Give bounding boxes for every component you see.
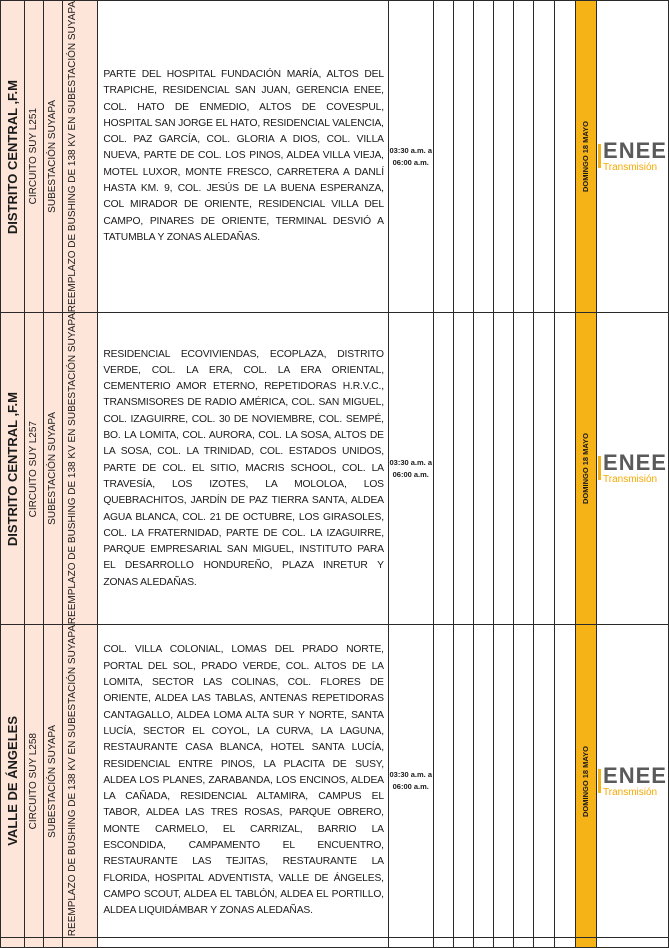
work-cell [62, 1, 98, 313]
empty-cell [453, 1, 473, 313]
empty-cell [555, 313, 576, 625]
empty-cell [388, 937, 433, 947]
table-row [1, 625, 669, 937]
department-cell [1, 1, 25, 313]
department-label: DISTRITO CENTRAL ,F.M [4, 391, 20, 546]
circuit-cell [25, 625, 44, 937]
time-start: 03:30 a.m. a [389, 770, 433, 779]
empty-cell [513, 1, 534, 313]
empty-cell [473, 1, 493, 313]
empty-cell [534, 625, 555, 937]
work-cell [62, 625, 98, 937]
empty-cell [555, 1, 576, 313]
empty-cell [1, 937, 25, 947]
circuit-label: CIRCUITO SUY L251 [28, 108, 40, 205]
affected-areas: PARTE DEL HOSPITAL FUNDACIÓN MARÍA, ALTOS DEL TRAPICHE, RESIDENCIAL SAN JUAN, GERENCIA ENEE, COL. HATO DE ENMEDIO, ALTOS DE COVESPUL, HOSPITAL SAN JORGE EL HATO, RESIDENCIAL VALENCIA, COL. PAZ GARCÍA, COL. GLORIA A DIOS, COL. VILLA NUEVA, PARTE DE COL. LOS PINOS, ALDEA VILLA VIEJA, MOTEL LUXOR, MONTE FRESCO, CARRETERA A DANLÍ HASTA KM. 9, COL. JESÚS DE LA BUENA ESPERANZA, COL MIRADOR DE ORIENTE, RESIDENCIAL VILLA DEL CAMPO, PINARES DE ORIENTE, TERMINAL DESVIÓ A TATUMBLA Y ZONAS ALEDAÑAS. [98, 1, 389, 313]
affected-areas: COL. VILLA COLONIAL, LOMAS DEL PRADO NORTE, PORTAL DEL SOL, PRADO VERDE, COL. ALTOS DE LA LOMITA, SECTOR LAS COLINAS, COL. FLORES DE ORIENTE, ALDEA LAS TABLAS, ANTENAS REPETIDORAS CANTAGALLO, ALDEA LOMA ALTA SUR Y NORTE, SANTA LUCÍA, SECTOR EL COYOL, LA CURVA, LA LAGUNA, RESTAURANTE CASA BLANCA, HOTEL SANTA LUCÍA, RESIDENCIAL ENTRE PINOS, LA PLACITA DE SUSY, ALDEA LOS PLANES, ZARABANDA, LOS ENCINOS, ALDEA LA CAÑADA, RESIDENCIAL ALTAMIRA, CAMPUS EL TABOR, ALDEA LAS TRES ROSAS, PARQUE OBRERO, MONTE CARMELO, EL CARRIZAL, BARRIO LA ESCONDIDA, CAMPAMENTO EL ENCUENTRO, RESTAURANTE LAS TEJITAS, RESTAURANTE LA FLORIDA, HOSPITAL ADVENTISTA, VALLE DE ÁNGELES, CAMPO SCOUT, ALDEA EL TABLÓN, ALDEA EL PORTILLO, ALDEA LIQUIDÁMBAR Y ZONAS ALEDAÑAS. [98, 625, 389, 937]
circuit-label: CIRCUITO SUY L258 [28, 732, 40, 830]
substation-cell [44, 313, 63, 625]
empty-cell [98, 937, 389, 947]
empty-cell [513, 937, 534, 947]
time-end: 06:00 a.m. [392, 469, 429, 479]
empty-cell [44, 937, 63, 947]
table-row-partial [1, 937, 669, 947]
empty-cell [473, 625, 493, 937]
affected-areas: RESIDENCIAL ECOVIVIENDAS, ECOPLAZA, DISTRITO VERDE, COL. LA ERA, COL. LA ERA ORIENTAL, CEMENTERIO AMOR ETERNO, REPETIDORAS H.R.V.C., TRANSMISORES DE RADIO AMÉRICA, COL. SAN MIGUEL, COL. IZAGUIRRE, COL. 30 DE NOVIEMBRE, COL. SEMPÉ, BO. LA LOMITA, COL. AURORA, COL. LA SOSA, ALTOS DE LA SOSA, COL. LA TRINIDAD, COL. ESTADOS UNIDOS, PARTE DE COL. EL SITIO, MACRIS SCHOOL, COL. LA TRAVESÍA, LOS IZOTES, LA MOLOLOA, LOS QUEBRACHITOS, JARDÍN DE PAZ TIERRA SANTA, ALDEA AGUA BLANCA, COL. 21 DE OCTUBRE, LOS GIRASOLES, COL. LA FRATERNIDAD, PARTE DE COL. LA IZAGUIRRE, PARQUE EMPRESARIAL SAN MIGUEL, INSTITUTO PARA EL DESARROLLO HONDUREÑO, PLAZA INRETUR Y ZONAS ALEDAÑAS. [98, 313, 389, 625]
empty-cell [513, 625, 534, 937]
department-cell [1, 313, 25, 625]
time-start: 03:30 a.m. a [389, 457, 433, 467]
empty-cell [25, 937, 44, 947]
day-label: DOMINGO 18 MAYO [581, 745, 591, 817]
circuit-label: CIRCUITO SUY L257 [28, 420, 40, 517]
empty-cell [555, 625, 576, 937]
substation-label: SUBESTACIÓN SUYAPA [46, 724, 58, 838]
empty-cell [493, 937, 513, 947]
logo-main-text: ENEE [603, 138, 667, 164]
logo-sub-text: Transmisión [603, 162, 658, 174]
time-end: 06:00 a.m. [392, 157, 429, 167]
day-label: DOMINGO 18 MAYO [581, 121, 591, 193]
table-row [1, 1, 669, 313]
time-start: 03:30 a.m. a [389, 145, 433, 155]
empty-cell [493, 1, 513, 313]
empty-cell [534, 1, 555, 313]
logo-accent-bar [598, 144, 601, 168]
empty-cell [576, 937, 597, 947]
work-description: REEMPLAZO DE BUSHING DE 138 KV EN SUBESTACIÓN SUYAPA [67, 1, 79, 313]
enee-logo [598, 452, 667, 485]
empty-cell [433, 1, 453, 313]
empty-cell [473, 937, 493, 947]
empty-cell [555, 937, 576, 947]
logo-accent-bar [598, 769, 601, 793]
day-cell [576, 313, 597, 625]
day-label: DOMINGO 18 MAYO [581, 433, 591, 505]
department-label: DISTRITO CENTRAL ,F.M [4, 79, 20, 234]
logo-main-text: ENEE [603, 450, 667, 476]
empty-cell [473, 313, 493, 625]
empty-cell [513, 313, 534, 625]
day-cell [576, 1, 597, 313]
time-end: 06:00 a.m. [392, 782, 429, 791]
empty-cell [534, 937, 555, 947]
circuit-cell [25, 1, 44, 313]
time-cell [388, 625, 433, 937]
empty-cell [62, 937, 98, 947]
empty-cell [433, 625, 453, 937]
logo-cell [596, 313, 668, 625]
logo-accent-bar [598, 456, 601, 480]
substation-cell [44, 1, 63, 313]
time-cell [388, 313, 433, 625]
table-row [1, 313, 669, 625]
empty-cell [453, 313, 473, 625]
empty-cell [596, 937, 668, 947]
empty-cell [433, 937, 453, 947]
logo-sub-text: Transmisión [603, 786, 658, 798]
circuit-cell [25, 313, 44, 625]
enee-logo [598, 140, 667, 173]
empty-cell [493, 625, 513, 937]
time-cell [388, 1, 433, 313]
empty-cell [534, 313, 555, 625]
logo-main-text: ENEE [603, 762, 667, 788]
substation-label: SUBESTACIÓN SUYAPA [46, 412, 58, 526]
empty-cell [453, 937, 473, 947]
day-cell [576, 625, 597, 937]
work-description: REEMPLAZO DE BUSHING DE 138 KV EN SUBESTACIÓN SUYAPA [67, 313, 79, 625]
department-label: VALLE DE ÁNGELES [4, 716, 20, 846]
substation-label: SUBESTACIÓN SUYAPA [46, 100, 58, 213]
work-description: REEMPLAZO DE BUSHING DE 138 KV EN SUBESTACIÓN SUYAPA [67, 625, 79, 937]
logo-cell [596, 625, 668, 937]
enee-logo [598, 762, 667, 798]
empty-cell [453, 625, 473, 937]
work-cell [62, 313, 98, 625]
logo-sub-text: Transmisión [603, 474, 658, 486]
empty-cell [433, 313, 453, 625]
department-cell [1, 625, 25, 937]
substation-cell [44, 625, 63, 937]
empty-cell [493, 313, 513, 625]
logo-cell [596, 1, 668, 313]
